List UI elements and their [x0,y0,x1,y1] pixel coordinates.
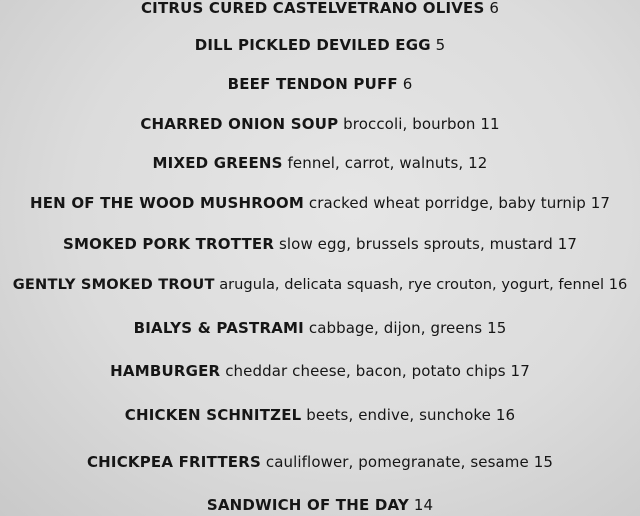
item-price: 17 [590,194,611,212]
menu-item [0,275,640,295]
item-description: slow egg, brussels sprouts, mustard [278,235,553,253]
menu-item [0,361,640,381]
item-price: 11 [480,115,500,133]
item-name: CHICKPEA FRITTERS [86,453,262,471]
item-name: DILL PICKLED DEVILED EGG [194,36,431,54]
item-price: 12 [468,154,488,172]
item-name: CHICKEN SCHNITZEL [124,406,302,424]
item-description: cheddar cheese, bacon, potato chips [225,362,506,380]
menu-item [0,405,640,425]
item-price: 5 [435,36,446,54]
menu-item [0,74,640,94]
item-name: BIALYS & PASTRAMI [133,319,304,337]
item-name: CITRUS CURED CASTELVETRANO OLIVES [140,0,485,17]
item-description: fennel, carrot, walnuts, [287,154,464,172]
menu-item [0,0,640,18]
item-description: cauliflower, pomegranate, sesame [265,453,529,471]
menu-item [0,153,640,173]
item-name: SMOKED PORK TROTTER [63,235,275,253]
item-price: 15 [533,453,554,471]
item-price: 6 [489,0,500,17]
item-description: beets, endive, sunchoke [306,406,492,424]
menu-item [0,234,640,254]
item-name: HEN OF THE WOOD MUSHROOM [29,194,304,212]
item-price: 17 [510,362,530,380]
menu-item [0,318,640,338]
item-name: BEEF TENDON PUFF [227,75,398,93]
item-name: HAMBURGER [110,362,221,380]
item-price: 15 [487,319,507,337]
item-description: broccoli, bourbon [343,115,476,133]
item-price: 16 [495,406,516,424]
item-price: 14 [413,496,434,514]
item-name: SANDWICH OF THE DAY [206,496,409,514]
item-description: cracked wheat porridge, baby turnip [308,194,586,212]
menu-item [0,35,640,55]
item-price: 6 [402,75,413,93]
item-name: MIXED GREENS [152,154,283,172]
item-price: 17 [557,235,577,253]
menu-item [0,495,640,515]
item-price: 16 [608,276,628,293]
item-description: cabbage, dijon, greens [308,319,483,337]
menu-item [0,114,640,134]
item-name: CHARRED ONION SOUP [140,115,339,133]
item-description: arugula, delicata squash, rye crouton, yogurt, fennel [219,276,605,293]
menu-item [0,193,640,213]
item-name: GENTLY SMOKED TROUT [12,276,215,293]
menu-item [0,452,640,472]
